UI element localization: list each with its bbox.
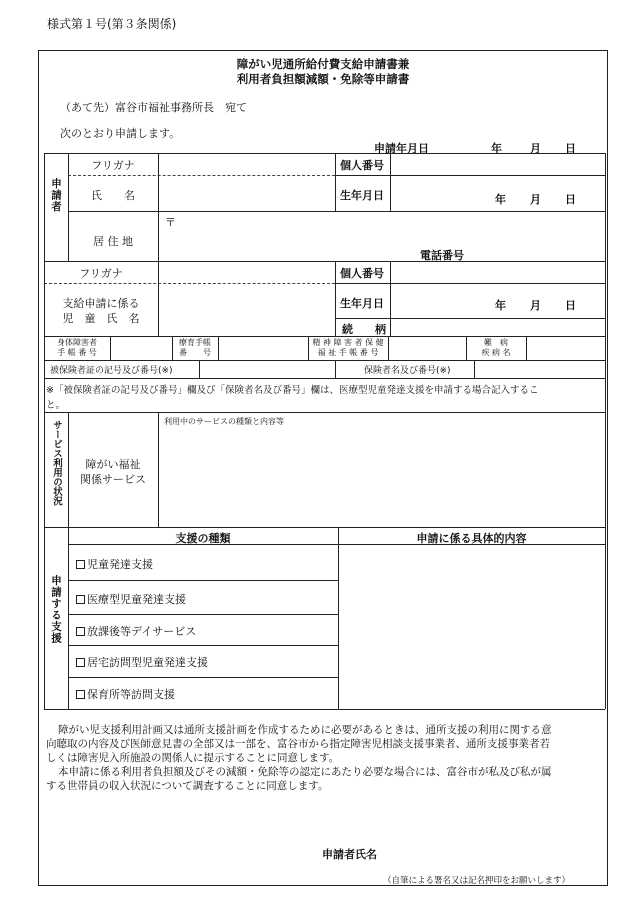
mental-handbook-label-line2: 福 祉 手 帳 番 号 <box>317 348 379 357</box>
support-option-nursery-visit-support[interactable] <box>76 686 175 702</box>
rehab-handbook-label-line1: 療育手帳 <box>179 338 211 347</box>
mental-handbook-label-line1: 精 神 障 害 者 保 健 <box>312 338 384 347</box>
insured-card-field[interactable] <box>200 361 334 377</box>
support-option-label: 医療型児童発達支援 <box>87 593 186 606</box>
applicant-birth-month: 月 <box>530 193 541 206</box>
checkbox-icon <box>76 595 85 604</box>
application-date-day: 日 <box>565 142 576 155</box>
support-option-after-school-day-service[interactable] <box>76 623 196 639</box>
application-date-month: 月 <box>530 142 541 155</box>
consent-line: 本申請に係る利用者負担額及びその減額・免除等の認定にあたり必要な場合には、富谷市が私及び私が属 <box>58 766 552 778</box>
child-birth-year: 年 <box>495 299 506 312</box>
child-name-label-line2: 児 童 氏 名 <box>62 312 140 325</box>
applicant-birth-year: 年 <box>495 193 506 206</box>
intractable-disease-field[interactable] <box>527 337 604 359</box>
applicant-birthdate-label: 生年月日 <box>340 189 384 202</box>
intractable-disease-label-line2: 疾 病 名 <box>481 348 511 357</box>
support-option-medical-child-development[interactable] <box>76 591 186 607</box>
applicant-name-field[interactable] <box>159 176 334 210</box>
consent-paragraph-1 <box>46 723 602 793</box>
intro-text: 次のとおり申請します。 <box>60 127 181 140</box>
insured-card-label: 被保険者証の記号及び番号(※) <box>50 366 173 376</box>
support-option-label: 放課後等デイサービス <box>87 625 197 638</box>
service-status-section-label: サービス利用の状況 <box>51 420 62 506</box>
form-title-line2: 利用者負担額減額・免除等申請書 <box>236 72 410 86</box>
support-option-child-development[interactable] <box>76 556 153 572</box>
physical-handbook-field[interactable] <box>111 337 171 359</box>
support-detail-header: 申請に係る具体的内容 <box>416 532 527 545</box>
physical-handbook-label-line2: 手 帳 番 号 <box>57 348 97 357</box>
intractable-disease-label-line1: 難 病 <box>484 338 508 347</box>
rehab-handbook-field[interactable] <box>219 337 307 359</box>
applicant-address-label: 居 住 地 <box>93 235 133 248</box>
child-birth-day: 日 <box>565 299 576 312</box>
applicant-section-label: 申請者 <box>50 178 62 213</box>
service-content-field[interactable] <box>159 426 604 526</box>
applicant-my-number-field[interactable] <box>391 154 604 174</box>
applicant-address-field[interactable] <box>159 212 604 260</box>
child-furigana-label: フリガナ <box>79 267 123 280</box>
support-option-label: 児童発達支援 <box>87 558 153 571</box>
application-date-year: 年 <box>491 142 502 155</box>
consent-line: 障がい児支援利用計画又は通所支援計画を作成するために必要があるときは、通所支援の利用に関する意 <box>58 724 552 736</box>
signature-label: 申請者氏名 <box>322 848 377 861</box>
child-relation-label: 続 柄 <box>342 323 386 336</box>
insurance-note-line2: と。 <box>46 400 66 411</box>
service-category-label-line1: 障がい福祉 <box>85 458 141 471</box>
support-type-header: 支援の種類 <box>175 532 231 545</box>
child-name-label-line1: 支給申請に係る <box>62 297 140 310</box>
child-my-number-field[interactable] <box>391 262 604 282</box>
checkbox-icon <box>76 627 85 636</box>
applicant-phone-label: 電話番号 <box>420 249 464 262</box>
rehab-handbook-label-line2: 番 号 <box>179 348 211 357</box>
support-section-label: 申請する支援 <box>50 575 62 644</box>
consent-line: する世帯員の収入状況について調査することに同意します。 <box>46 780 329 792</box>
child-birthdate-label: 生年月日 <box>340 297 384 310</box>
mental-handbook-field[interactable] <box>389 337 465 359</box>
support-option-label: 居宅訪問型児童発達支援 <box>87 656 208 669</box>
child-relation-field[interactable] <box>391 319 604 335</box>
support-option-home-visit-child-development[interactable] <box>76 654 208 670</box>
applicant-furigana-field[interactable] <box>159 154 334 174</box>
applicant-furigana-label: フリガナ <box>91 159 135 172</box>
support-detail-field[interactable] <box>339 545 604 708</box>
signature-note: （自筆による署名又は記名押印をお願いします） <box>383 876 571 886</box>
checkbox-icon <box>76 690 85 699</box>
child-birth-month: 月 <box>530 299 541 312</box>
form-number: 様式第１号(第３条関係) <box>47 17 177 31</box>
service-content-label: 利用中のサービスの種類と内容等 <box>164 417 284 426</box>
insurer-field[interactable] <box>475 361 604 377</box>
applicant-name-label: 氏 名 <box>91 189 135 202</box>
physical-handbook-label-line1: 身体障害者 <box>57 338 97 347</box>
consent-line: しくは障害児入所施設の関係人に提示することに同意します。 <box>46 752 340 764</box>
applicant-my-number-label: 個人番号 <box>340 159 384 172</box>
form-title-line1: 障がい児通所給付費支給申請書兼 <box>236 57 410 71</box>
insurer-label: 保険者名及び番号(※) <box>364 366 451 376</box>
support-option-label: 保育所等訪問支援 <box>87 688 175 701</box>
child-my-number-label: 個人番号 <box>340 267 384 280</box>
service-category-label-line2: 関係サービス <box>80 473 146 486</box>
consent-line: 向聴取の内容及び医師意見書の全部又は一部を、富谷市から指定障害児相談支援事業者、通所支援事業者若 <box>46 738 550 750</box>
addressee: （あて先）富谷市福祉事務所長 宛て <box>60 101 247 114</box>
checkbox-icon <box>76 658 85 667</box>
child-name-field[interactable] <box>159 284 334 335</box>
application-date-label: 申請年月日 <box>374 142 429 155</box>
postal-mark: 〒 <box>165 216 176 229</box>
child-furigana-field[interactable] <box>159 262 334 282</box>
insurance-note-line1: ※「被保険者証の記号及び番号」欄及び「保険者名及び番号」欄は、医療型児童発達支援を申請する場合記入するこ <box>46 385 539 396</box>
applicant-birth-day: 日 <box>565 193 576 206</box>
checkbox-icon <box>76 560 85 569</box>
signature-field[interactable] <box>390 840 600 864</box>
